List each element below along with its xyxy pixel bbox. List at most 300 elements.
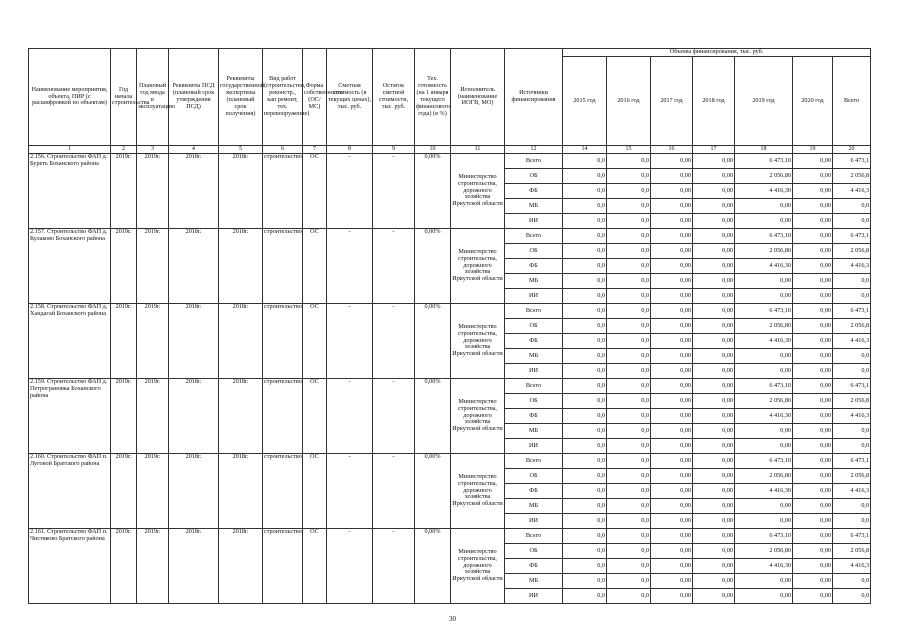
project-name: 2.159. Строительство ФАП д. Петрограновка Боханского района <box>29 379 111 454</box>
start-year: 2019г. <box>111 454 137 529</box>
work-type: строительство <box>263 454 303 529</box>
funding-source: ФБ <box>505 559 563 574</box>
funding-value: 0,0 <box>833 289 871 304</box>
funding-value: 0,00 <box>793 169 833 184</box>
funding-value: 0,0 <box>607 214 651 229</box>
funding-value: 0,00 <box>793 589 833 604</box>
funding-value: 0,00 <box>793 409 833 424</box>
funding-value: 0,0 <box>833 199 871 214</box>
funding-value: 0,00 <box>651 484 693 499</box>
funding-value: 0,00 <box>651 499 693 514</box>
year-header: 2019 год <box>735 57 793 146</box>
funding-source: Всего <box>505 304 563 319</box>
funding-value: 0,00 <box>693 229 735 244</box>
funding-value: 0,00 <box>651 394 693 409</box>
funding-source: МБ <box>505 424 563 439</box>
funding-value: 0,00 <box>793 439 833 454</box>
funding-value: 0,00 <box>793 199 833 214</box>
funding-value: 0,00 <box>793 499 833 514</box>
funding-value: 0,0 <box>563 439 607 454</box>
funding-value: 0,00 <box>651 319 693 334</box>
header-cell: Сметная стоимость (в текущих ценах), тыс. руб. <box>327 49 373 146</box>
work-type: строительство <box>263 154 303 229</box>
funding-value: 0,0 <box>607 484 651 499</box>
funding-value: 0,00 <box>735 364 793 379</box>
funding-value: 0,00 <box>651 529 693 544</box>
funding-value: 0,00 <box>693 154 735 169</box>
funding-value: 0,00 <box>735 289 793 304</box>
funding-value: 0,0 <box>607 514 651 529</box>
funding-value: 0,00 <box>693 454 735 469</box>
funding-value: 0,0 <box>607 574 651 589</box>
funding-value: 0,0 <box>607 379 651 394</box>
funding-source: Всего <box>505 229 563 244</box>
funding-value: 6 473,10 <box>735 529 793 544</box>
funding-value: 0,00 <box>651 409 693 424</box>
funding-value: 0,00 <box>693 544 735 559</box>
funding-value: 4 416,30 <box>735 334 793 349</box>
funding-value: 0,0 <box>607 154 651 169</box>
funding-source: ФБ <box>505 484 563 499</box>
funding-value: 0,00 <box>735 274 793 289</box>
column-number-cell: 16 <box>651 146 693 154</box>
funding-value: 0,00 <box>793 574 833 589</box>
funding-source: ИИ <box>505 439 563 454</box>
commission-year: 2019г. <box>137 379 169 454</box>
funding-value: 0,00 <box>693 259 735 274</box>
column-number-cell: 4 <box>169 146 219 154</box>
funding-value: 0,0 <box>563 499 607 514</box>
funding-value: 0,00 <box>693 484 735 499</box>
executor: Министерство строительства, дорожного хозяйства Иркутской области <box>451 379 505 454</box>
funding-value: 0,0 <box>607 394 651 409</box>
funding-value: 0,00 <box>735 424 793 439</box>
funding-value: 0,00 <box>693 289 735 304</box>
funding-value: 0,0 <box>607 454 651 469</box>
table-header <box>29 49 871 146</box>
ownership-form: ОС <box>303 454 327 529</box>
estimate-cost: - <box>327 379 373 454</box>
year-header: 2020 год <box>793 57 833 146</box>
funding-value: 0,00 <box>693 214 735 229</box>
funding-value: 0,00 <box>651 304 693 319</box>
funding-value: 0,00 <box>693 169 735 184</box>
funding-value: 0,00 <box>793 544 833 559</box>
funding-value: 0,00 <box>693 244 735 259</box>
funding-value: 0,0 <box>607 499 651 514</box>
funding-value: 0,00 <box>793 454 833 469</box>
funding-value: 0,0 <box>833 589 871 604</box>
funding-value: 0,0 <box>563 259 607 274</box>
funding-value: 0,0 <box>563 484 607 499</box>
funding-source: МБ <box>505 499 563 514</box>
commission-year: 2019г. <box>137 154 169 229</box>
funding-source: ФБ <box>505 334 563 349</box>
funding-value: 0,0 <box>563 424 607 439</box>
estimate-cost: - <box>327 154 373 229</box>
table-row <box>29 154 871 169</box>
funding-value: 0,00 <box>651 214 693 229</box>
year-header: 2017 год <box>651 57 693 146</box>
funding-value: 0,0 <box>607 274 651 289</box>
funding-value: 0,00 <box>693 319 735 334</box>
header-cell: Наименование мероприятия, объекта, ПИР (с расшифровкой по объектам) <box>29 49 111 146</box>
funding-value: 0,00 <box>693 574 735 589</box>
funding-value: 0,00 <box>793 424 833 439</box>
work-type: строительство <box>263 379 303 454</box>
funding-value: 0,00 <box>693 199 735 214</box>
funding-value: 0,0 <box>833 364 871 379</box>
funding-value: 0,0 <box>833 349 871 364</box>
psd-date: 2018г. <box>169 529 219 604</box>
funding-value: 0,0 <box>563 199 607 214</box>
column-number-cell: 14 <box>563 146 607 154</box>
column-number-cell: 5 <box>219 146 263 154</box>
funding-value: 4 416,30 <box>735 259 793 274</box>
column-number-cell: 19 <box>793 146 833 154</box>
funding-value: 0,0 <box>563 469 607 484</box>
funding-value: 0,00 <box>793 289 833 304</box>
funding-value: 0,00 <box>693 424 735 439</box>
funding-value: 0,0 <box>607 184 651 199</box>
funding-source: МБ <box>505 349 563 364</box>
expertise-date: 2018г. <box>219 379 263 454</box>
funding-value: 0,00 <box>693 394 735 409</box>
expertise-date: 2018г. <box>219 229 263 304</box>
funding-value: 0,0 <box>833 514 871 529</box>
funding-value: 2 056,8 <box>833 544 871 559</box>
funding-source: ИИ <box>505 364 563 379</box>
funding-value: 0,00 <box>651 574 693 589</box>
funding-value: 4 416,30 <box>735 409 793 424</box>
funding-value: 0,0 <box>607 319 651 334</box>
funding-value: 0,00 <box>693 379 735 394</box>
executor: Министерство строительства, дорожного хозяйства Иркутской области <box>451 454 505 529</box>
technical-readiness: 0,00% <box>415 454 451 529</box>
funding-value: 0,0 <box>833 274 871 289</box>
expertise-date: 2018г. <box>219 454 263 529</box>
funding-value: 2 056,8 <box>833 169 871 184</box>
funding-value: 0,00 <box>735 514 793 529</box>
funding-value: 4 416,3 <box>833 184 871 199</box>
funding-value: 0,00 <box>793 229 833 244</box>
funding-value: 0,0 <box>563 559 607 574</box>
column-number-cell: 10 <box>415 146 451 154</box>
funding-value: 0,00 <box>793 514 833 529</box>
psd-date: 2018г. <box>169 454 219 529</box>
funding-value: 2 056,80 <box>735 244 793 259</box>
funding-value: 0,00 <box>735 439 793 454</box>
column-number-cell: 11 <box>451 146 505 154</box>
column-number-cell: 9 <box>373 146 415 154</box>
funding-source: ФБ <box>505 259 563 274</box>
funding-value: 0,0 <box>563 154 607 169</box>
funding-value: 0,0 <box>563 184 607 199</box>
remaining-cost: - <box>373 379 415 454</box>
funding-value: 0,00 <box>651 199 693 214</box>
funding-value: 0,00 <box>793 364 833 379</box>
funding-value: 0,0 <box>563 409 607 424</box>
executor: Министерство строительства, дорожного хозяйства Иркутской области <box>451 229 505 304</box>
funding-value: 6 473,1 <box>833 454 871 469</box>
ownership-form: ОС <box>303 379 327 454</box>
funding-source: ФБ <box>505 184 563 199</box>
funding-value: 0,00 <box>793 154 833 169</box>
funding-source: ИИ <box>505 289 563 304</box>
ownership-form: ОС <box>303 304 327 379</box>
funding-value: 0,0 <box>607 589 651 604</box>
funding-value: 6 473,10 <box>735 304 793 319</box>
column-number-cell: 20 <box>833 146 871 154</box>
funding-value: 0,0 <box>833 499 871 514</box>
funding-source: ИИ <box>505 589 563 604</box>
executor: Министерство строительства, дорожного хозяйства Иркутской области <box>451 529 505 604</box>
funding-value: 2 056,80 <box>735 469 793 484</box>
start-year: 2019г. <box>111 154 137 229</box>
column-number-cell: 8 <box>327 146 373 154</box>
remaining-cost: - <box>373 454 415 529</box>
expertise-date: 2018г. <box>219 304 263 379</box>
header-cell: Плановый год ввода в эксплуатацию <box>137 49 169 146</box>
funding-source: ОБ <box>505 394 563 409</box>
psd-date: 2018г. <box>169 229 219 304</box>
estimate-cost: - <box>327 529 373 604</box>
funding-value: 0,00 <box>793 214 833 229</box>
funding-value: 4 416,3 <box>833 484 871 499</box>
funding-value: 4 416,3 <box>833 259 871 274</box>
funding-source: ОБ <box>505 319 563 334</box>
funding-value: 0,0 <box>563 574 607 589</box>
funding-value: 0,0 <box>607 529 651 544</box>
funding-value: 0,0 <box>563 349 607 364</box>
column-number-cell: 17 <box>693 146 735 154</box>
funding-value: 0,00 <box>793 529 833 544</box>
funding-value: 0,00 <box>693 514 735 529</box>
funding-value: 4 416,3 <box>833 559 871 574</box>
funding-value: 0,00 <box>793 349 833 364</box>
work-type: строительство <box>263 529 303 604</box>
remaining-cost: - <box>373 529 415 604</box>
funding-value: 0,00 <box>735 589 793 604</box>
funding-value: 0,00 <box>793 259 833 274</box>
estimate-cost: - <box>327 304 373 379</box>
funding-value: 0,0 <box>563 544 607 559</box>
funding-source: ОБ <box>505 469 563 484</box>
funding-value: 0,00 <box>651 559 693 574</box>
project-name: 2.157. Строительство ФАП д. Кулаково Боханского района <box>29 229 111 304</box>
funding-value: 0,0 <box>563 169 607 184</box>
header-cell: Форма собственности (ОС/МС) <box>303 49 327 146</box>
technical-readiness: 0,00% <box>415 154 451 229</box>
funding-value: 2 056,80 <box>735 544 793 559</box>
funding-value: 0,00 <box>651 289 693 304</box>
funding-value: 0,0 <box>563 589 607 604</box>
funding-value: 0,0 <box>607 304 651 319</box>
funding-value: 4 416,30 <box>735 184 793 199</box>
header-cell: Вид работ (строительство, реконстр., кап ремонт, тех. перевооружение) <box>263 49 303 146</box>
funding-value: 0,00 <box>793 469 833 484</box>
header-cell: Реквизиты государственной экспертизы (плановый срок получения) <box>219 49 263 146</box>
funding-value: 0,0 <box>833 439 871 454</box>
funding-value: 0,0 <box>607 544 651 559</box>
funding-value: 0,0 <box>833 214 871 229</box>
funding-value: 0,00 <box>693 409 735 424</box>
psd-date: 2018г. <box>169 379 219 454</box>
funding-value: 0,00 <box>651 514 693 529</box>
header-cell: Остаток сметной стоимости, тыс. руб. <box>373 49 415 146</box>
funding-value: 0,0 <box>563 334 607 349</box>
funding-value: 0,00 <box>651 244 693 259</box>
funding-value: 0,00 <box>693 364 735 379</box>
year-header: 2018 год <box>693 57 735 146</box>
start-year: 2019г. <box>111 379 137 454</box>
funding-value: 6 473,1 <box>833 304 871 319</box>
header-cell: Реквизиты ПСД (плановый срок утверждения ПСД) <box>169 49 219 146</box>
funding-source: Всего <box>505 454 563 469</box>
funding-value: 0,00 <box>651 454 693 469</box>
funding-source: Всего <box>505 379 563 394</box>
project-name: 2.160. Строительство ФАП п. Луговой Братского района <box>29 454 111 529</box>
table-row <box>29 529 871 544</box>
funding-value: 0,0 <box>607 229 651 244</box>
funding-value: 0,00 <box>793 379 833 394</box>
executor: Министерство строительства, дорожного хозяйства Иркутской области <box>451 304 505 379</box>
table-row <box>29 454 871 469</box>
funding-value: 0,0 <box>607 169 651 184</box>
funding-source: Всего <box>505 154 563 169</box>
funding-value: 0,0 <box>833 424 871 439</box>
funding-value: 0,00 <box>735 499 793 514</box>
funding-value: 6 473,10 <box>735 454 793 469</box>
technical-readiness: 0,00% <box>415 229 451 304</box>
commission-year: 2019г. <box>137 229 169 304</box>
funding-source: ОБ <box>505 544 563 559</box>
funding-value: 6 473,1 <box>833 154 871 169</box>
funding-value: 0,0 <box>563 289 607 304</box>
funding-value: 4 416,30 <box>735 484 793 499</box>
funding-value: 0,00 <box>693 499 735 514</box>
funding-value: 0,00 <box>793 304 833 319</box>
funding-value: 0,00 <box>651 334 693 349</box>
remaining-cost: - <box>373 154 415 229</box>
column-number-cell: 1 <box>29 146 111 154</box>
funding-value: 0,00 <box>693 529 735 544</box>
header-cell: Исполнитель (наименование ИОГВ, МО) <box>451 49 505 146</box>
funding-value: 0,0 <box>607 289 651 304</box>
ownership-form: ОС <box>303 154 327 229</box>
project-name: 2.158. Строительство ФАП д. Хандагай Боханского района <box>29 304 111 379</box>
funding-value: 0,00 <box>735 199 793 214</box>
psd-date: 2018г. <box>169 154 219 229</box>
year-header: 2015 год <box>563 57 607 146</box>
start-year: 2019г. <box>111 304 137 379</box>
funding-value: 0,0 <box>607 199 651 214</box>
funding-source: МБ <box>505 274 563 289</box>
table-row <box>29 304 871 319</box>
header-cell: Год начала строительства <box>111 49 137 146</box>
funding-value: 0,00 <box>651 544 693 559</box>
funding-value: 0,0 <box>563 244 607 259</box>
table-row <box>29 229 871 244</box>
funding-source: Всего <box>505 529 563 544</box>
column-number-cell: 2 <box>111 146 137 154</box>
remaining-cost: - <box>373 229 415 304</box>
funding-value: 0,0 <box>607 469 651 484</box>
funding-value: 0,00 <box>651 439 693 454</box>
funding-value: 0,00 <box>693 469 735 484</box>
funding-value: 0,0 <box>563 319 607 334</box>
funding-value: 6 473,10 <box>735 379 793 394</box>
funding-source: ФБ <box>505 409 563 424</box>
project-name: 2.161. Строительство ФАП п. Чистяково Братского района <box>29 529 111 604</box>
start-year: 2019г. <box>111 529 137 604</box>
funding-value: 0,0 <box>607 424 651 439</box>
ownership-form: ОС <box>303 229 327 304</box>
table-body <box>29 146 871 604</box>
column-number-cell: 3 <box>137 146 169 154</box>
funding-value: 0,00 <box>793 484 833 499</box>
funding-value: 6 473,10 <box>735 154 793 169</box>
funding-value: 0,00 <box>693 589 735 604</box>
funding-value: 2 056,80 <box>735 319 793 334</box>
estimate-cost: - <box>327 229 373 304</box>
header-cell: Источники финансирования <box>505 49 563 146</box>
funding-value: 0,00 <box>735 349 793 364</box>
funding-value: 4 416,30 <box>735 559 793 574</box>
funding-value: 0,00 <box>735 574 793 589</box>
funding-value: 0,00 <box>793 394 833 409</box>
work-type: строительство <box>263 229 303 304</box>
funding-source: МБ <box>505 199 563 214</box>
funding-value: 0,0 <box>563 364 607 379</box>
estimate-cost: - <box>327 454 373 529</box>
funding-value: 0,00 <box>651 589 693 604</box>
funding-value: 0,00 <box>693 559 735 574</box>
column-number-cell: 7 <box>303 146 327 154</box>
funding-source: МБ <box>505 574 563 589</box>
executor: Министерство строительства, дорожного хозяйства Иркутской области <box>451 154 505 229</box>
funding-value: 0,00 <box>651 469 693 484</box>
funding-value: 0,0 <box>607 559 651 574</box>
funding-value: 0,0 <box>563 229 607 244</box>
funding-value: 0,00 <box>651 274 693 289</box>
funding-value: 0,0 <box>607 244 651 259</box>
funding-value: 0,00 <box>693 274 735 289</box>
table-row <box>29 379 871 394</box>
funding-source: ИИ <box>505 514 563 529</box>
project-name: 2.156. Строительство ФАП д. Буреть Боханского района <box>29 154 111 229</box>
funding-value: 4 416,3 <box>833 334 871 349</box>
funding-value: 2 056,8 <box>833 469 871 484</box>
funding-value: 0,0 <box>607 364 651 379</box>
funding-source: ОБ <box>505 244 563 259</box>
funding-value: 6 473,10 <box>735 229 793 244</box>
funding-value: 0,00 <box>651 169 693 184</box>
funding-value: 0,0 <box>563 529 607 544</box>
funding-value: 0,00 <box>651 259 693 274</box>
funding-value: 0,00 <box>651 349 693 364</box>
page-number: 30 <box>449 615 456 623</box>
funding-value: 4 416,3 <box>833 409 871 424</box>
column-number-cell: 18 <box>735 146 793 154</box>
funding-value: 0,00 <box>651 379 693 394</box>
funding-value: 0,0 <box>563 214 607 229</box>
technical-readiness: 0,00% <box>415 304 451 379</box>
funding-value: 6 473,1 <box>833 379 871 394</box>
funding-source: ИИ <box>505 214 563 229</box>
work-type: строительство <box>263 304 303 379</box>
funding-value: 0,0 <box>607 439 651 454</box>
